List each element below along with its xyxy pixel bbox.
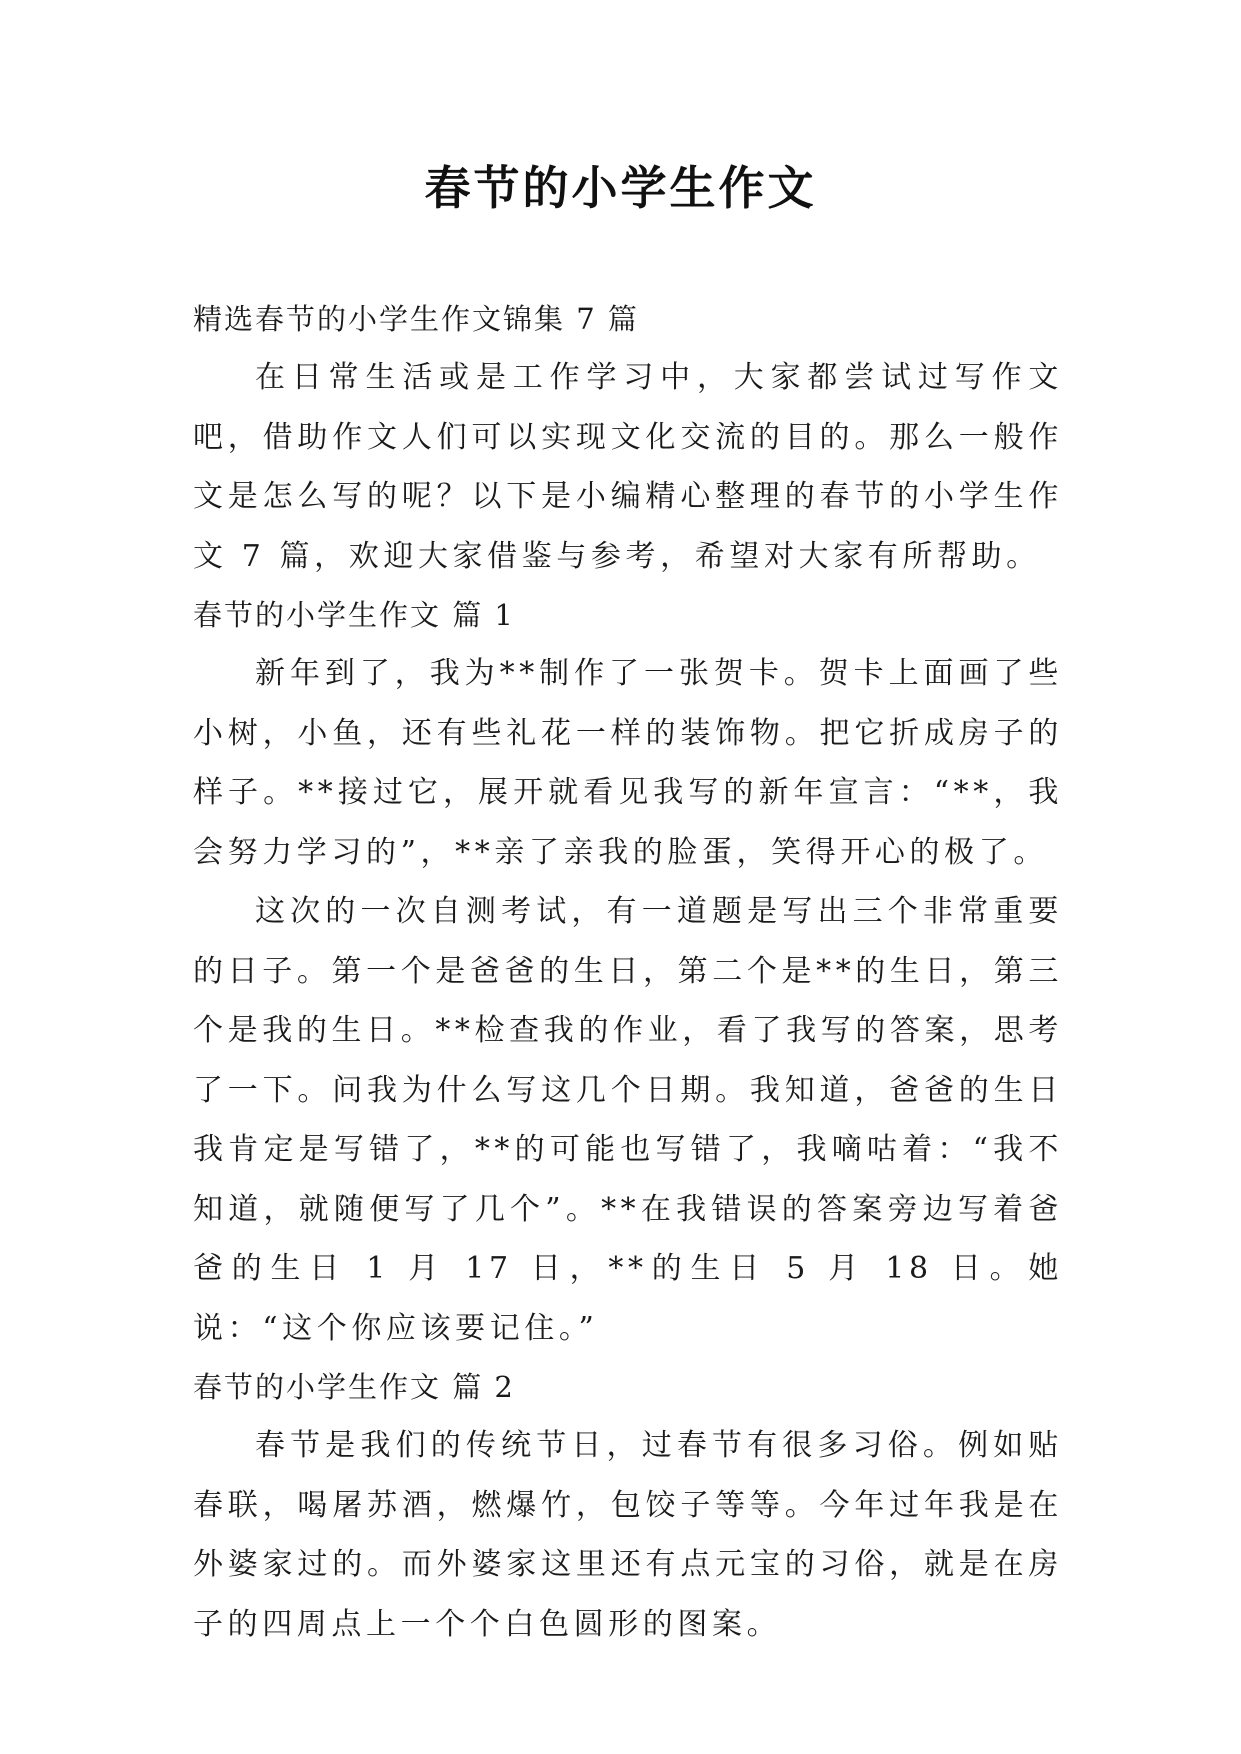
collection-heading: 精选春节的小学生作文锦集 7 篇 [193,302,639,336]
document-body [193,290,1063,1654]
essay-2-paragraph-1: 春节是我们的传统节日，过春节有很多习俗。例如贴春联，喝屠苏酒，燃爆竹，包饺子等等。今年过年我是在外婆家过的。而外婆家这里还有点元宝的习俗，就是在房子的四周点上一个个白色圆形的图案。 [193,1428,1063,1642]
essay-1-paragraph-2: 这次的一次自测考试，有一道题是写出三个非常重要的日子。第一个是爸爸的生日，第二个是**的生日，第三个是我的生日。**检查我的作业，看了我写的答案，思考了一下。问我为什么写这几个日期。我知道，爸爸的生日我肯定是写错了，**的可能也写错了，我嘀咕着：“我不知道，就随便写了几个”。**在我错误的答案旁边写着爸爸的生日 1 月 17 日，**的生日 5 月 18 日。她说：“这个你应该要记住。” [193,894,1063,1346]
essay-1-paragraph-1: 新年到了，我为**制作了一张贺卡。贺卡上面画了些小树，小鱼，还有些礼花一样的装饰物。把它折成房子的样子。**接过它，展开就看见我写的新年宣言：“**，我会努力学习的”，**亲了亲我的脸蛋，笑得开心的极了。 [193,656,1063,870]
essay-2-heading: 春节的小学生作文 篇 2 [193,1370,515,1404]
intro-paragraph: 在日常生活或是工作学习中，大家都尝试过写作文吧，借助作文人们可以实现文化交流的目的。那么一般作文是怎么写的呢？以下是小编精心整理的春节的小学生作文 7 篇，欢迎大家借鉴与参考，希望对大家有所帮助。 [193,360,1063,574]
essay-1-heading: 春节的小学生作文 篇 1 [193,598,515,632]
page-title: 春节的小学生作文 [424,161,817,215]
